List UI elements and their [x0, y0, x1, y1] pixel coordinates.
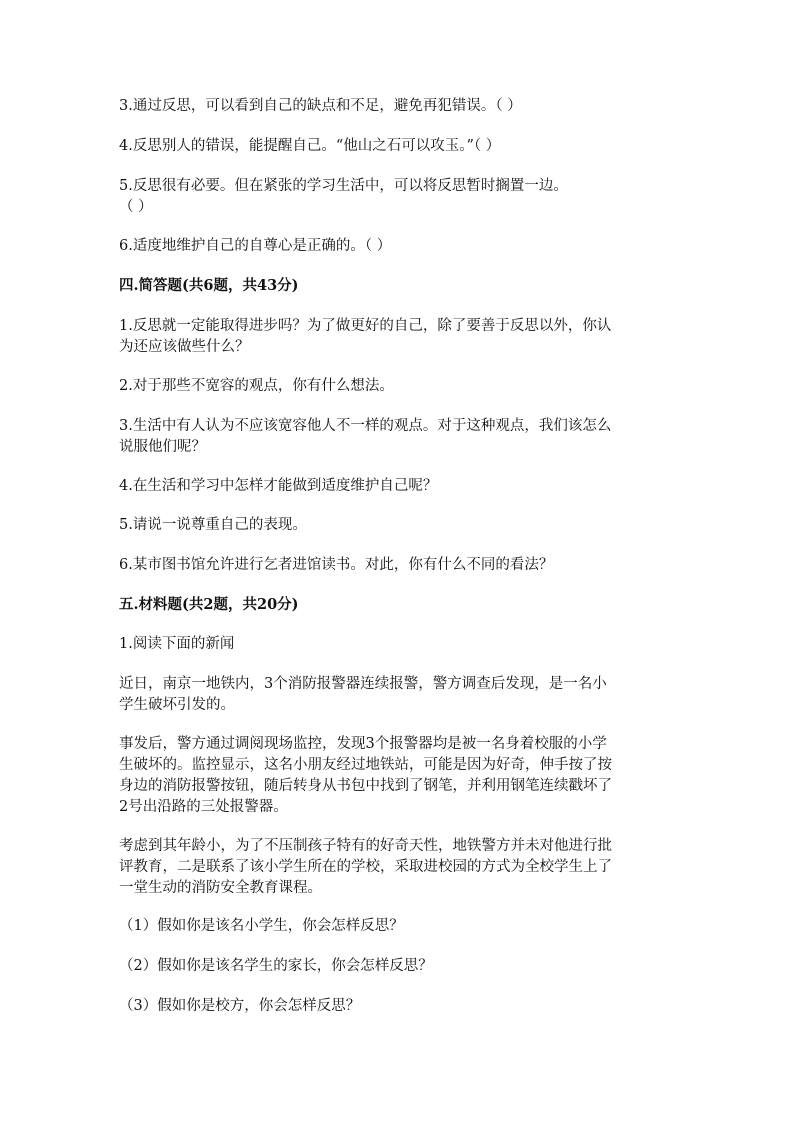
section-5-heading: 五.材料题(共2题，共20分) [119, 596, 299, 613]
tf-item-4: 4.反思别人的错误，能提醒自己。“他山之石可以攻玉。”（ ） [119, 138, 501, 154]
short-answer-1-line1: 1.反思就一定能取得进步吗？为了做更好的自己，除了要善于反思以外，你认 [119, 318, 612, 334]
news-paragraph-2-line1: 事发后，警方通过调阅现场监控，发现3个报警器均是被一名身着校服的小学 [119, 736, 607, 752]
short-answer-6: 6.某市图书馆允许进行乞者进馆读书。对此，你有什么不同的看法？ [119, 557, 554, 573]
news-paragraph-1-line1: 近日，南京一地铁内，3个消防报警器连续报警，警方调查后发现，是一名小 [119, 676, 607, 692]
subquestion-1: （1）假如你是该名小学生，你会怎样反思？ [119, 918, 404, 934]
section-4-heading: 四.简答题(共6题，共43分) [119, 277, 299, 294]
tf-item-5-bracket: （ ） [119, 199, 153, 215]
subquestion-3: （3）假如你是校方，你会怎样反思？ [119, 998, 361, 1014]
short-answer-4: 4.在生活和学习中怎样才能做到适度维护自己呢？ [119, 478, 438, 494]
tf-item-6: 6.适度地维护自己的自尊心是正确的。（ ） [119, 238, 392, 254]
short-answer-3-line2: 说服他们呢？ [119, 439, 206, 455]
news-paragraph-2-line3: 身边的消防报警按钮，随后转身从书包中找到了钢笔，并利用钢笔连续戳坏了 [119, 778, 612, 794]
news-paragraph-1-line2: 学生破坏引发的。 [119, 697, 235, 713]
tf-item-3: 3.通过反思，可以看到自己的缺点和不足，避免再犯错误。（ ） [119, 98, 522, 114]
short-answer-2: 2.对于那些不宽容的观点，你有什么想法。 [119, 378, 394, 394]
short-answer-3-line1: 3.生活中有人认为不应该宽容他人不一样的观点。对于这种观点，我们该怎么 [119, 418, 612, 434]
news-paragraph-3-line3: 一堂生动的消防安全教育课程。 [119, 880, 322, 896]
subquestion-2: （2）假如你是该名学生的家长，你会怎样反思？ [119, 958, 433, 974]
material-question-1-title: 1.阅读下面的新闻 [119, 636, 235, 652]
news-paragraph-3-line2: 评教育，二是联系了该小学生所在的学校，采取进校园的方式为全校学生上了 [119, 859, 612, 875]
short-answer-1-line2: 为还应该做些什么？ [119, 339, 250, 355]
news-paragraph-3-line1: 考虑到其年龄小，为了不压制孩子特有的好奇天性，地铁警方并未对他进行批 [119, 838, 612, 854]
short-answer-5: 5.请说一说尊重自己的表现。 [119, 517, 307, 533]
tf-item-5: 5.反思很有必要。但在紧张的学习生活中，可以将反思暂时搁置一边。 [119, 178, 568, 194]
news-paragraph-2-line4: 2号出沿路的三处报警器。 [119, 799, 288, 815]
news-paragraph-2-line2: 生破坏的。监控显示，这名小朋友经过地铁站，可能是因为好奇，伸手按了按 [119, 757, 612, 773]
